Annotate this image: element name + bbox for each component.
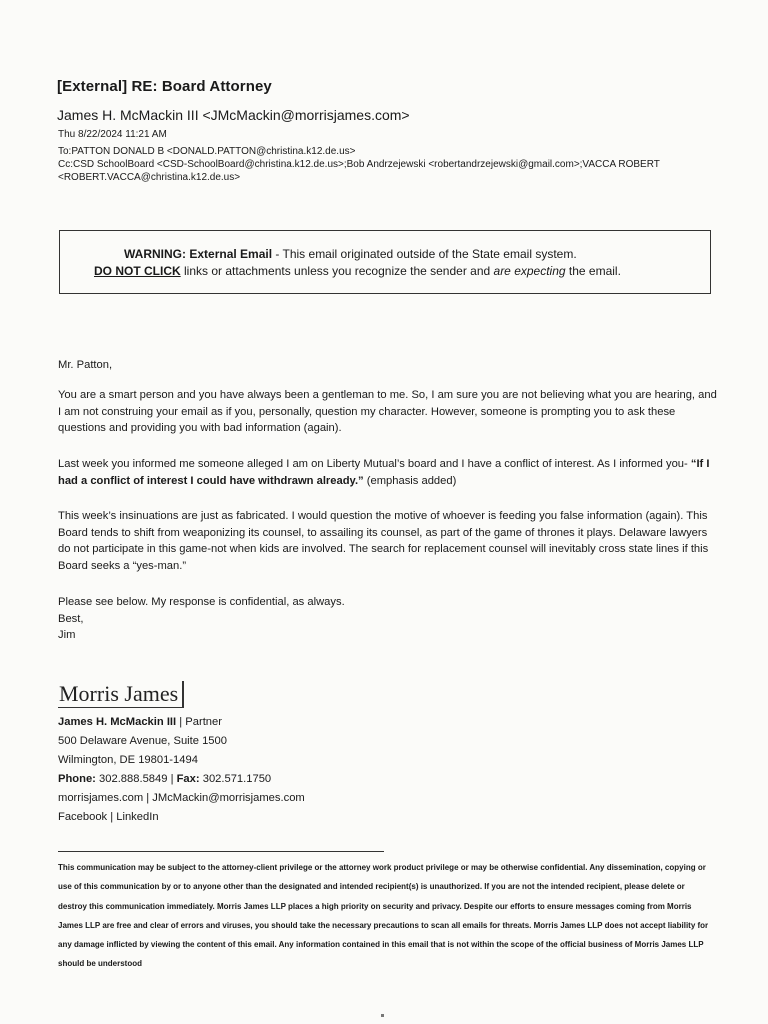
para2-end: (emphasis added) [363,474,457,487]
signature-address-2: Wilmington, DE 19801-1494 [58,754,198,766]
signature-social-links: Facebook | LinkedIn [58,811,159,823]
signoff: Best, [58,612,84,625]
email-sender: James H. McMackin III <JMcMackin@morrisjames.com> [57,107,410,123]
phone-label: Phone: [58,773,96,785]
email-recipient-cc: Cc:CSD SchoolBoard <CSD-SchoolBoard@christina.k12.de.us>;Bob Andrzejewski <robertandrzejewski@gmail.com>;VACCA ROBERT <ROBERT.VACCA@christina.k12.de.us> [58,159,660,183]
fax-number: 302.571.1750 [199,773,272,785]
email-subject: [External] RE: Board Attorney [57,78,272,95]
warning-line2-text: links or attachments unless you recognize the sender and [180,264,494,278]
confidentiality-disclaimer: This communication may be subject to the attorney-client privilege or the attorney work product privilege or may be otherwise confidential. Any dissemination, copying or use of this communication by or to anyone other than the designated and intended recipient(s) is unauthorized. If you are not the intended recipient, please delete or destroy this communication immediately. Morris James LLP places a high priority on security and privacy. Despite our efforts to ensure messages coming from Morris James LLP are free and clear of errors and viruses, you should take the necessary precautions to scan all emails for threats. Morris James LLP does not accept liability for any damage inflicted by viewing the content of this email. Any information contained in this email that is not within the scope of the official business of Morris James LLP should be understood [58,863,709,969]
para2-emphasis: “If I had a conflict of interest I could have withdrawn already.” [58,458,710,487]
sender-first-name: Jim [58,629,76,641]
disclaimer-divider [58,851,384,852]
body-paragraph-3: This week’s insinuations are just as fabricated. I would question the motive of whoever is feeding you false information (again). This Board tends to shift from weaponizing its counsel, to assailing its counsel, as part of the game of thrones it plays. Delaware lawyers do not participate in this game-not when kids are involved. The search for replacement counsel will inevitably cross state lines if this Board seeks a “yes-man.” [58,510,709,572]
closing-line: Please see below. My response is confidential, as always. [58,596,345,608]
body-paragraph-2 [58,456,718,489]
signature-name: James H. McMackin III [58,716,177,728]
signature-name-line [58,713,305,732]
external-email-warning-box [59,230,711,294]
fax-label: Fax: [176,773,200,785]
salutation: Mr. Patton, [58,359,113,371]
warning-do-not-click: DO NOT CLICK [94,264,181,278]
para2-text: Last week you informed me someone alleged I am on Liberty Mutual’s board and I have a conflict of interest. As I informed you- [58,458,691,470]
warning-are-expecting: are expecting [493,264,566,278]
phone-number: 302.888.5849 | [95,773,177,785]
closing-block [58,594,718,644]
signature-title: | Partner [176,716,222,728]
warning-label: WARNING: [124,247,186,261]
morris-james-logo: Morris James [58,681,184,708]
signature-block [58,713,305,827]
signature-phone-line [58,770,305,789]
warning-external-email: External Email [189,247,273,261]
body-paragraph-1: You are a smart person and you have always been a gentleman to me. So, I am sure you are not believing what you are hearing, and I am not construing your email as if you, personally, question my character. However, someone is prompting you to ask these questions and providing you with bad information (again). [58,389,717,434]
signature-address-1: 500 Delaware Avenue, Suite 1500 [58,735,227,747]
warning-line-1 [124,247,577,261]
signature-web-links: morrisjames.com | JMcMackin@morrisjames.com [58,792,305,804]
email-date: Thu 8/22/2024 11:21 AM [58,129,167,140]
warning-line2-end: the email. [565,264,621,278]
warning-line-2 [94,264,621,278]
scan-speck [381,1014,384,1017]
warning-line1-text: - This email originated outside of the State email system. [272,247,577,261]
email-recipient-to: To:PATTON DONALD B <DONALD.PATTON@christina.k12.de.us> [58,146,356,157]
